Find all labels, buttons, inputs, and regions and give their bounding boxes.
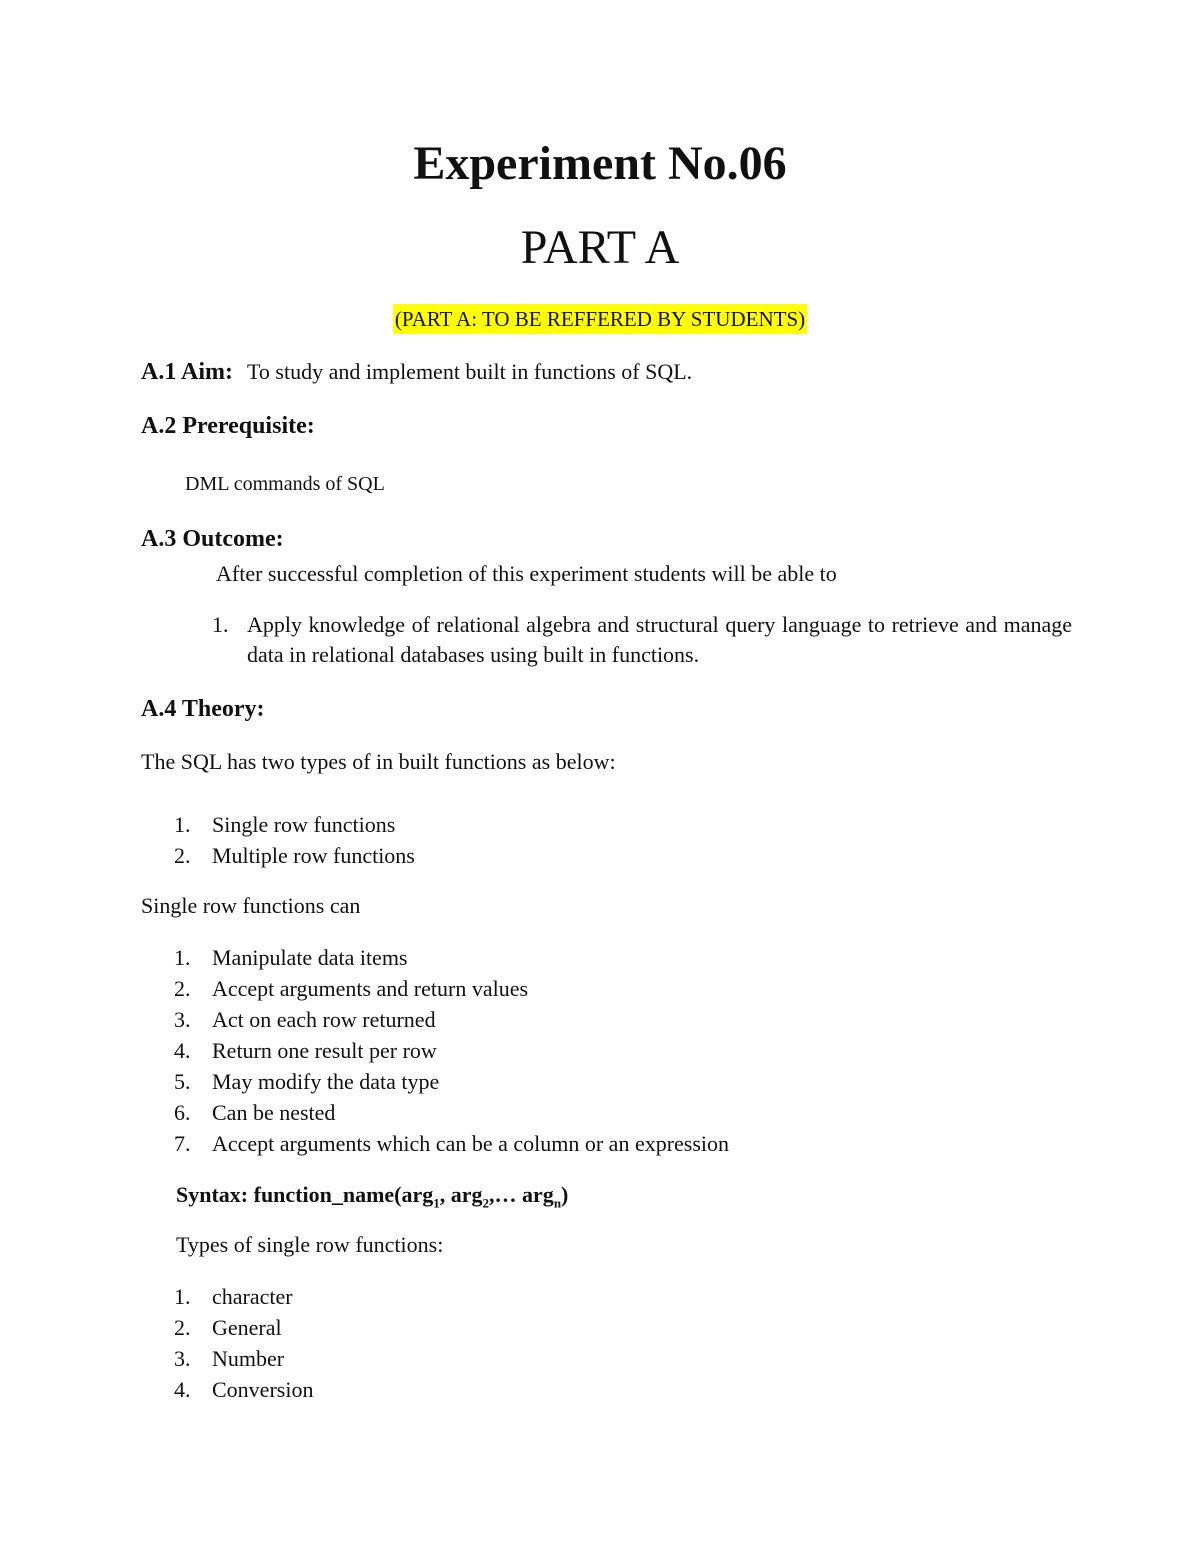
syntax-func-name: function_name(arg [253, 1182, 434, 1207]
list-number: 2. [174, 843, 191, 868]
single-row-points-list [174, 942, 729, 1159]
syntax-subscript: 1 [433, 1195, 440, 1211]
list-number: 7. [174, 1131, 191, 1156]
list-number: 1. [174, 945, 191, 970]
list-item-text: Can be nested [212, 1100, 336, 1125]
aim-label: A.1 Aim: [141, 359, 233, 385]
page-subtitle: PART A [520, 221, 680, 274]
syntax-function [253, 1182, 569, 1211]
list-item [174, 1281, 313, 1312]
page-title: Experiment No.06 [413, 137, 787, 190]
list-number: 6. [174, 1100, 191, 1125]
types-intro: Types of single row functions: [176, 1232, 444, 1257]
outcome-label: A.3 Outcome: [141, 526, 284, 552]
list-item-text: Manipulate data items [212, 945, 408, 970]
outcome-item-text: Apply knowledge of relational algebra and structural query language to retrieve and manage data in relational databases using built in functions. [247, 612, 1072, 667]
list-item-text: Accept arguments which can be a column or an expression [212, 1131, 730, 1156]
list-number: 2. [174, 976, 191, 1001]
list-number: 4. [174, 1038, 191, 1063]
list-number: 1. [212, 612, 229, 637]
list-item-text: General [212, 1315, 282, 1340]
syntax-subscript: 2 [482, 1195, 490, 1211]
list-item-text: Accept arguments and return values [212, 976, 529, 1001]
theory-label: A.4 Theory: [141, 696, 265, 722]
aim-text: To study and implement built in functions of SQL. [247, 359, 693, 384]
list-item [174, 1128, 729, 1159]
list-item [174, 973, 729, 1004]
prerequisite-label: A.2 Prerequisite: [141, 413, 315, 439]
prerequisite-text: DML commands of SQL [185, 473, 385, 495]
list-item-text: May modify the data type [212, 1069, 440, 1094]
list-item [174, 1035, 729, 1066]
outcome-intro: After successful completion of this experiment students will be able to [216, 561, 837, 586]
list-item [174, 1004, 729, 1035]
list-item [174, 1374, 313, 1405]
list-item [174, 840, 415, 871]
syntax-arg-sep: ,… arg [489, 1182, 554, 1207]
syntax-subscript: n [553, 1195, 562, 1211]
list-item [174, 1097, 729, 1128]
list-item [174, 809, 415, 840]
list-number: 1. [174, 812, 191, 837]
single-row-types-list [174, 1281, 313, 1405]
highlighted-note: (PART A: TO BE REFFERED BY STUDENTS) [393, 304, 807, 334]
list-item-text: Single row functions [212, 812, 396, 837]
list-number: 4. [174, 1377, 191, 1402]
syntax-line [176, 1180, 568, 1210]
list-item-text: Number [212, 1346, 285, 1371]
list-item-text: Conversion [212, 1377, 314, 1402]
syntax-close: ) [561, 1182, 569, 1207]
list-item [174, 1066, 729, 1097]
aim-section [141, 357, 692, 387]
list-item [174, 942, 729, 973]
theory-intro: The SQL has two types of in built functions as below: [141, 749, 616, 774]
list-item-text: Act on each row returned [212, 1007, 436, 1032]
list-number: 2. [174, 1315, 191, 1340]
list-number: 3. [174, 1346, 191, 1371]
function-types-list [174, 809, 415, 871]
list-item-text: Multiple row functions [212, 843, 415, 868]
list-number: 5. [174, 1069, 191, 1094]
syntax-arg-sep: , arg [439, 1182, 483, 1207]
list-item [174, 1312, 313, 1343]
highlight-note-wrapper [0, 304, 1200, 334]
syntax-label: Syntax: [176, 1182, 249, 1207]
outcome-list-item [212, 610, 1072, 670]
list-item-text: Return one result per row [212, 1038, 437, 1063]
list-item [174, 1343, 313, 1374]
single-row-intro: Single row functions can [141, 893, 361, 918]
list-item-text: character [212, 1284, 293, 1309]
list-number: 1. [174, 1284, 191, 1309]
list-number: 3. [174, 1007, 191, 1032]
